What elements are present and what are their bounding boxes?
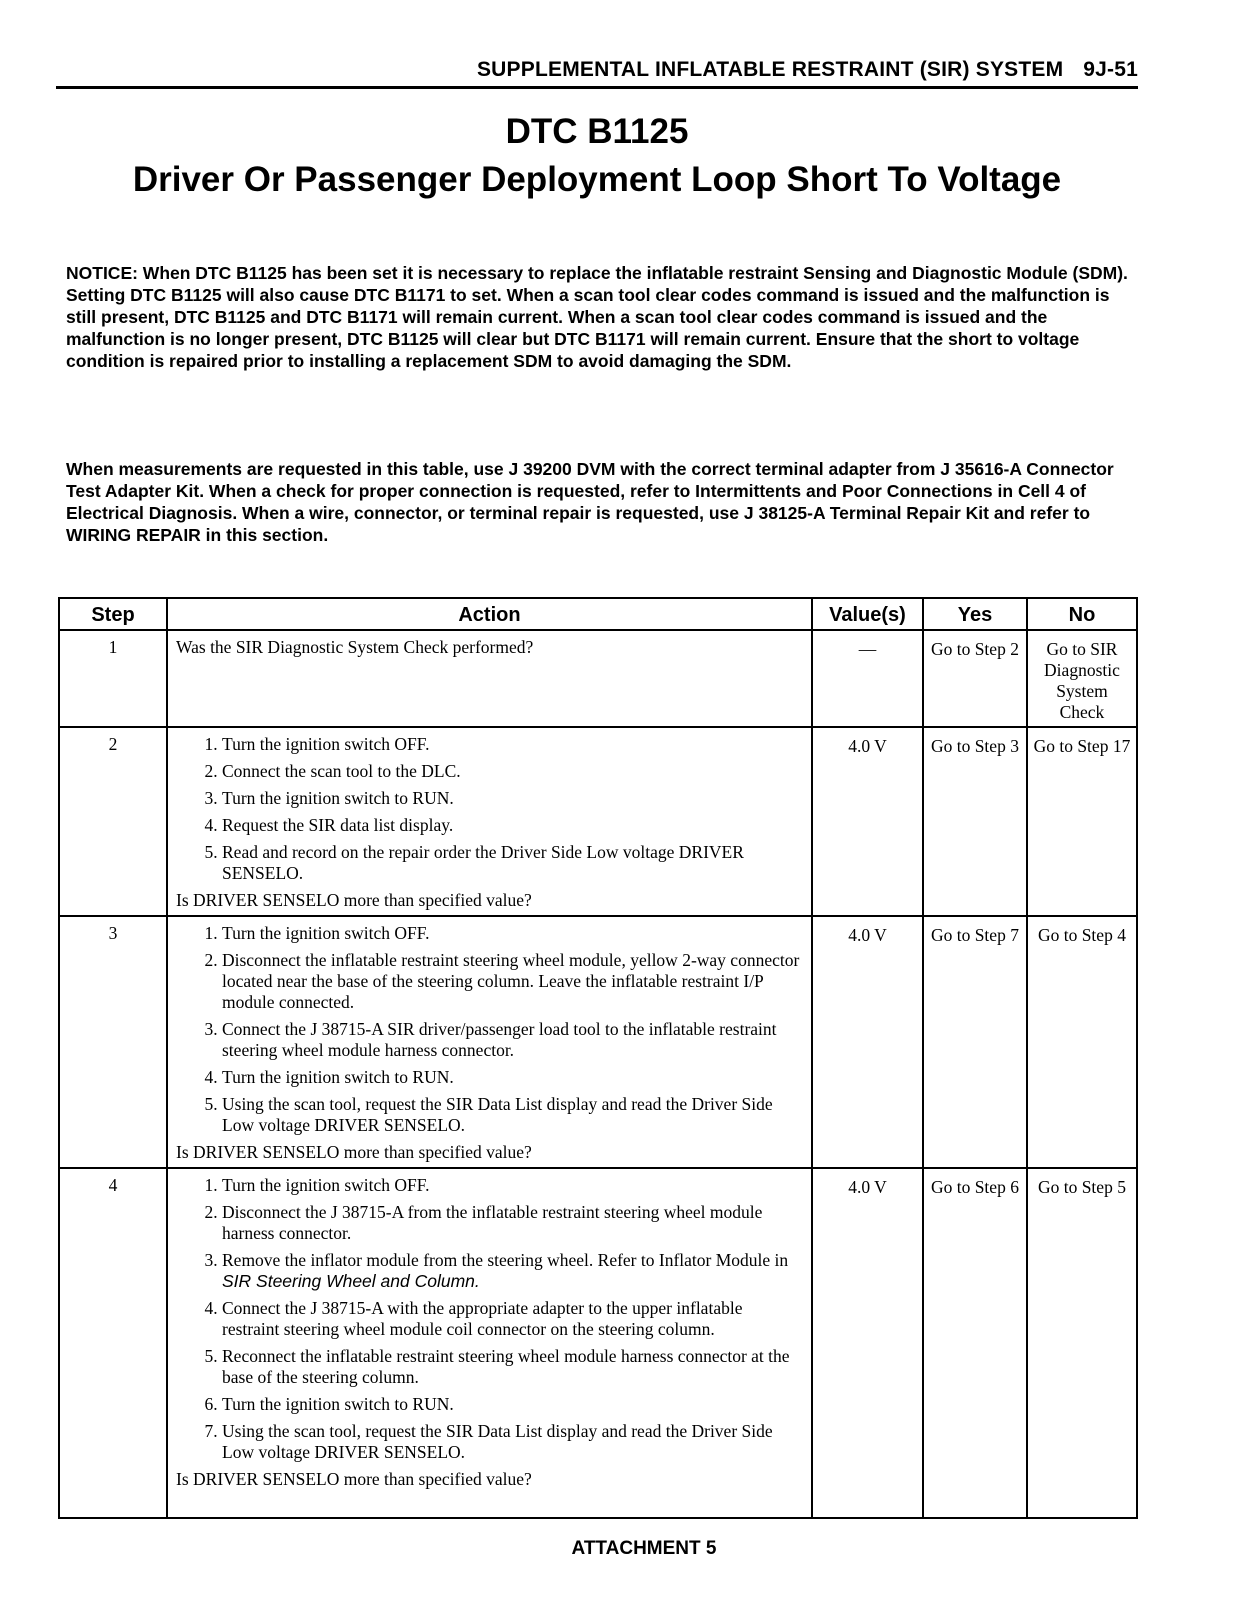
table-row	[59, 916, 1137, 1168]
step-yes: Go to Step 6	[923, 1168, 1027, 1518]
list-item: 2. Disconnect the J 38715-A from the inflatable restraint steering wheel module harness connector.	[222, 1202, 803, 1244]
step-number: 1	[59, 630, 167, 727]
step-number: 2	[59, 727, 167, 916]
header-step: Step	[59, 598, 167, 630]
step-value: 4.0 V	[812, 727, 923, 916]
notice-paragraph: NOTICE: When DTC B1125 has been set it is necessary to replace the inflatable restraint Sensing and Diagnostic Module (SDM). Setting DTC B1125 will also cause DTC B1171 to set. When a scan tool clear codes command is issued and the malfunction is still present, DTC B1125 and DTC B1171 will remain current. When a scan tool clear codes command is issued and the malfunction is no longer present, DTC B1125 will clear but DTC B1171 will remain current. Ensure that the short to voltage condition is repaired prior to installing a replacement SDM to avoid damaging the SDM.	[66, 263, 1128, 371]
section-title: SUPPLEMENTAL INFLATABLE RESTRAINT (SIR) SYSTEM	[476, 58, 1064, 81]
header-yes: Yes	[923, 598, 1027, 630]
measurement-note-paragraph: When measurements are requested in this table, use J 39200 DVM with the correct terminal adapter from J 35616-A Connector Test Adapter Kit. When a check for proper connection is requested, refer to Intermittents and Poor Connections in Cell 4 of Electrical Diagnosis. When a wire, connector, or terminal repair is requested, use J 38125-A Terminal Repair Kit and refer to WIRING REPAIR in this section.	[66, 459, 1114, 545]
page-number: 9J-51	[1083, 58, 1138, 81]
list-item: 4. Turn the ignition switch to RUN.	[222, 1067, 803, 1088]
step-question: Is DRIVER SENSELO more than specified value?	[176, 890, 532, 910]
list-item: 4. Connect the J 38715-A with the appropriate adapter to the upper inflatable restraint steering wheel module coil connector on the steering column.	[222, 1298, 803, 1340]
list-item	[222, 1250, 803, 1292]
header-action: Action	[167, 598, 812, 630]
list-item: 3. Connect the J 38715-A SIR driver/passenger load tool to the inflatable restraint steering wheel module harness connector.	[222, 1019, 803, 1061]
step-yes: Go to Step 3	[923, 727, 1027, 916]
list-item: 5. Read and record on the repair order the Driver Side Low voltage DRIVER SENSELO.	[222, 842, 803, 884]
step-yes: Go to Step 7	[923, 916, 1027, 1168]
step-value: 4.0 V	[812, 916, 923, 1168]
list-item: 2. Disconnect the inflatable restraint steering wheel module, yellow 2-way connector located near the base of the steering column. Leave the inflatable restraint I/P module connected.	[222, 950, 803, 1013]
step-question: Is DRIVER SENSELO more than specified value?	[176, 1469, 532, 1489]
list-item: 3. Turn the ignition switch to RUN.	[222, 788, 803, 809]
action-list	[176, 1175, 803, 1463]
list-item: 7. Using the scan tool, request the SIR Data List display and read the Driver Side Low voltage DRIVER SENSELO.	[222, 1421, 803, 1463]
step-number: 3	[59, 916, 167, 1168]
step-action	[167, 916, 812, 1168]
list-item: 1. Turn the ignition switch OFF.	[222, 923, 803, 944]
table-row	[59, 1168, 1137, 1518]
table-header-row	[59, 598, 1137, 630]
list-item: 4. Request the SIR data list display.	[222, 815, 803, 836]
step-value: —	[812, 630, 923, 727]
step-number: 4	[59, 1168, 167, 1518]
step-action	[167, 630, 812, 727]
step-yes: Go to Step 2	[923, 630, 1027, 727]
step-value: 4.0 V	[812, 1168, 923, 1518]
table-row	[59, 727, 1137, 916]
list-item-text: Remove the inflator module from the steering wheel. Refer to Inflator Module in	[222, 1250, 789, 1270]
attachment-label: ATTACHMENT 5	[571, 1538, 717, 1559]
page-footer	[0, 1538, 1248, 1560]
step-question: Was the SIR Diagnostic System Check performed?	[176, 637, 534, 657]
step-no: Go to Step 5	[1027, 1168, 1137, 1518]
page-header	[56, 58, 1138, 82]
step-question: Is DRIVER SENSELO more than specified value?	[176, 1142, 532, 1162]
list-item: 6. Turn the ignition switch to RUN.	[222, 1394, 803, 1415]
diagnostic-table	[58, 597, 1138, 1519]
dtc-code-title: DTC B1125	[505, 112, 689, 151]
action-list	[176, 734, 803, 884]
list-item: 1. Turn the ignition switch OFF.	[222, 1175, 803, 1196]
step-no: Go to SIR Diagnostic System Check	[1027, 630, 1137, 727]
dtc-description-title: Driver Or Passenger Deployment Loop Short To Voltage	[132, 160, 1062, 199]
list-item: 1. Turn the ignition switch OFF.	[222, 734, 803, 755]
action-list	[176, 923, 803, 1136]
step-action	[167, 727, 812, 916]
header-no: No	[1027, 598, 1137, 630]
step-no: Go to Step 4	[1027, 916, 1137, 1168]
step-no: Go to Step 17	[1027, 727, 1137, 916]
list-item: 5. Using the scan tool, request the SIR Data List display and read the Driver Side Low voltage DRIVER SENSELO.	[222, 1094, 803, 1136]
section-reference: SIR Steering Wheel and Column.	[222, 1271, 480, 1291]
list-item: 5. Reconnect the inflatable restraint steering wheel module harness connector at the base of the steering column.	[222, 1346, 803, 1388]
table-row	[59, 630, 1137, 727]
list-item: 2. Connect the scan tool to the DLC.	[222, 761, 803, 782]
header-values: Value(s)	[812, 598, 923, 630]
step-action	[167, 1168, 812, 1518]
header-rule	[56, 86, 1138, 89]
